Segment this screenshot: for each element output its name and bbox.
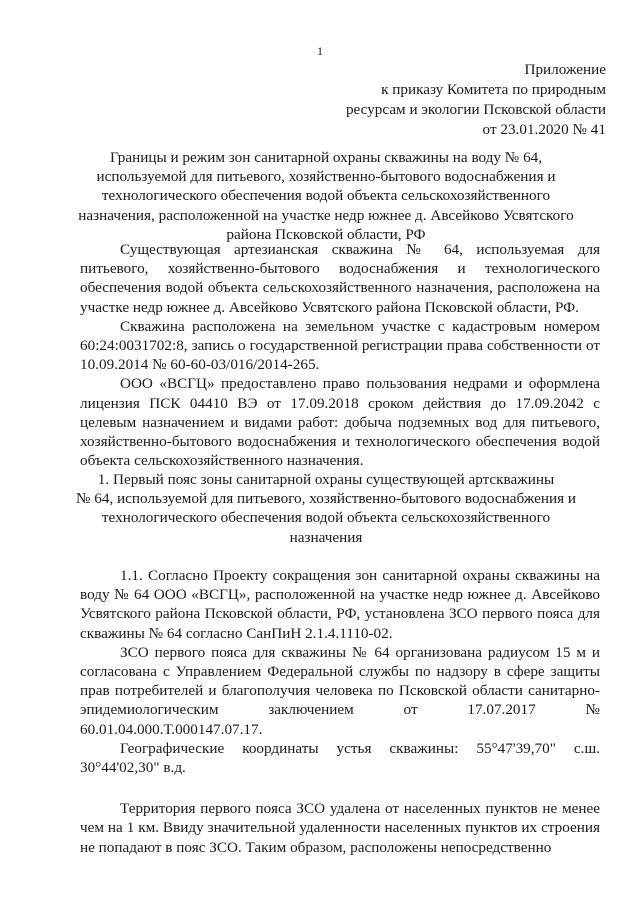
coords-label: скважины: <box>389 739 459 757</box>
section-heading-line: назначения <box>289 528 363 546</box>
section-heading-line: № 64, используемой для питьевого, хозяйственно-бытового водоснабжения и <box>75 490 577 508</box>
appendix-header <box>306 60 606 140</box>
page-number: 1 <box>317 44 323 58</box>
intro-section <box>80 240 600 470</box>
section-paragraph: 1.1. Согласно Проекту сокращения зон санитарной охраны скважины на воду № 64 ООО «ВСГЦ», расположенной на участке недр южнее д. Авсейково Усвятского района Псковской области, РФ, установлена ЗСО первого пояса для скважины № 64 согласно СанПиН 2.1.4.1110-02. <box>80 567 600 642</box>
title-line: используемой для питьевого, хозяйственно-бытового водоснабжения и <box>96 168 556 186</box>
appendix-line: к приказу Комитета по природным <box>381 81 606 98</box>
coords-latitude-unit: с.ш. <box>573 739 600 757</box>
section-heading-line: технологического обеспечения водой объекта сельскохозяйственного <box>101 509 551 527</box>
title-line: технологического обеспечения водой объекта сельскохозяйственного <box>101 187 551 205</box>
section-heading-line: 1. Первый пояс зоны санитарной охраны существующей артскважины <box>97 471 555 488</box>
intro-paragraph: Существующая артезианская скважина № 64, используемая для питьевого, хозяйственно-бытового водоснабжения и технологического обеспечения водой объекта сельскохозяйственного назначения, расположена на участке недр южнее д. Авсейково Усвятского района Псковской области, РФ. <box>80 241 600 316</box>
coordinates-line <box>80 739 600 758</box>
coords-longitude: 30°44'02,30" в.д. <box>80 759 186 777</box>
coords-label: устья <box>336 739 372 757</box>
coords-label: координаты <box>242 739 319 757</box>
section-paragraph: Территория первого пояса ЗСО удалена от населенных пунктов не менее чем на 1 км. Ввиду значительной удаленности населенных пунктов их строения не попадают в пояс ЗСО. Таким образом, расположены непосредственно <box>80 800 600 856</box>
document-title <box>66 148 586 244</box>
section-body <box>80 566 600 857</box>
section-paragraph: ЗСО первого пояса для скважины № 64 организована радиусом 15 м и согласована с Управлением Федеральной службы по надзору в сфере защиты прав потребителей и благополучия человека по Псковской области санитарно-эпидемиологическим заключением от 17.07.2017 № 60.01.04.000.Т.000147.07.17. <box>80 643 600 738</box>
appendix-line: ресурсам и экологии Псковской области <box>345 101 606 118</box>
title-line: Границы и режим зон санитарной охраны скважины на воду № 64, <box>109 149 543 166</box>
coords-label: Географические <box>120 739 225 757</box>
title-line: назначения, расположенной на участке недр южнее д. Авсейково Усвятского <box>78 206 574 224</box>
intro-paragraph: ООО «ВСГЦ» предоставлено право пользования недрами и оформлена лицензия ПСК 04410 ВЭ от 17.09.2018 сроком действия до 17.09.2042 с целевым назначением и видами работ: добыча подземных вод для питьевого, хозяйственно-бытового водоснабжения и технологического обеспечения водой объекта сельскохозяйственного назначения. <box>80 375 600 470</box>
appendix-line: Приложение <box>524 61 606 78</box>
appendix-line: от 23.01.2020 № 41 <box>482 121 606 138</box>
coords-latitude: 55°47'39,70" <box>476 739 556 757</box>
intro-paragraph: Скважина расположена на земельном участке с кадастровым номером 60:24:0031702:8, запись о государственной регистрации права собственности от 10.09.2014 № 60-60-03/016/2014-265. <box>80 317 600 374</box>
title-line: района Псковской области, РФ <box>226 225 426 243</box>
section-heading <box>66 470 586 547</box>
